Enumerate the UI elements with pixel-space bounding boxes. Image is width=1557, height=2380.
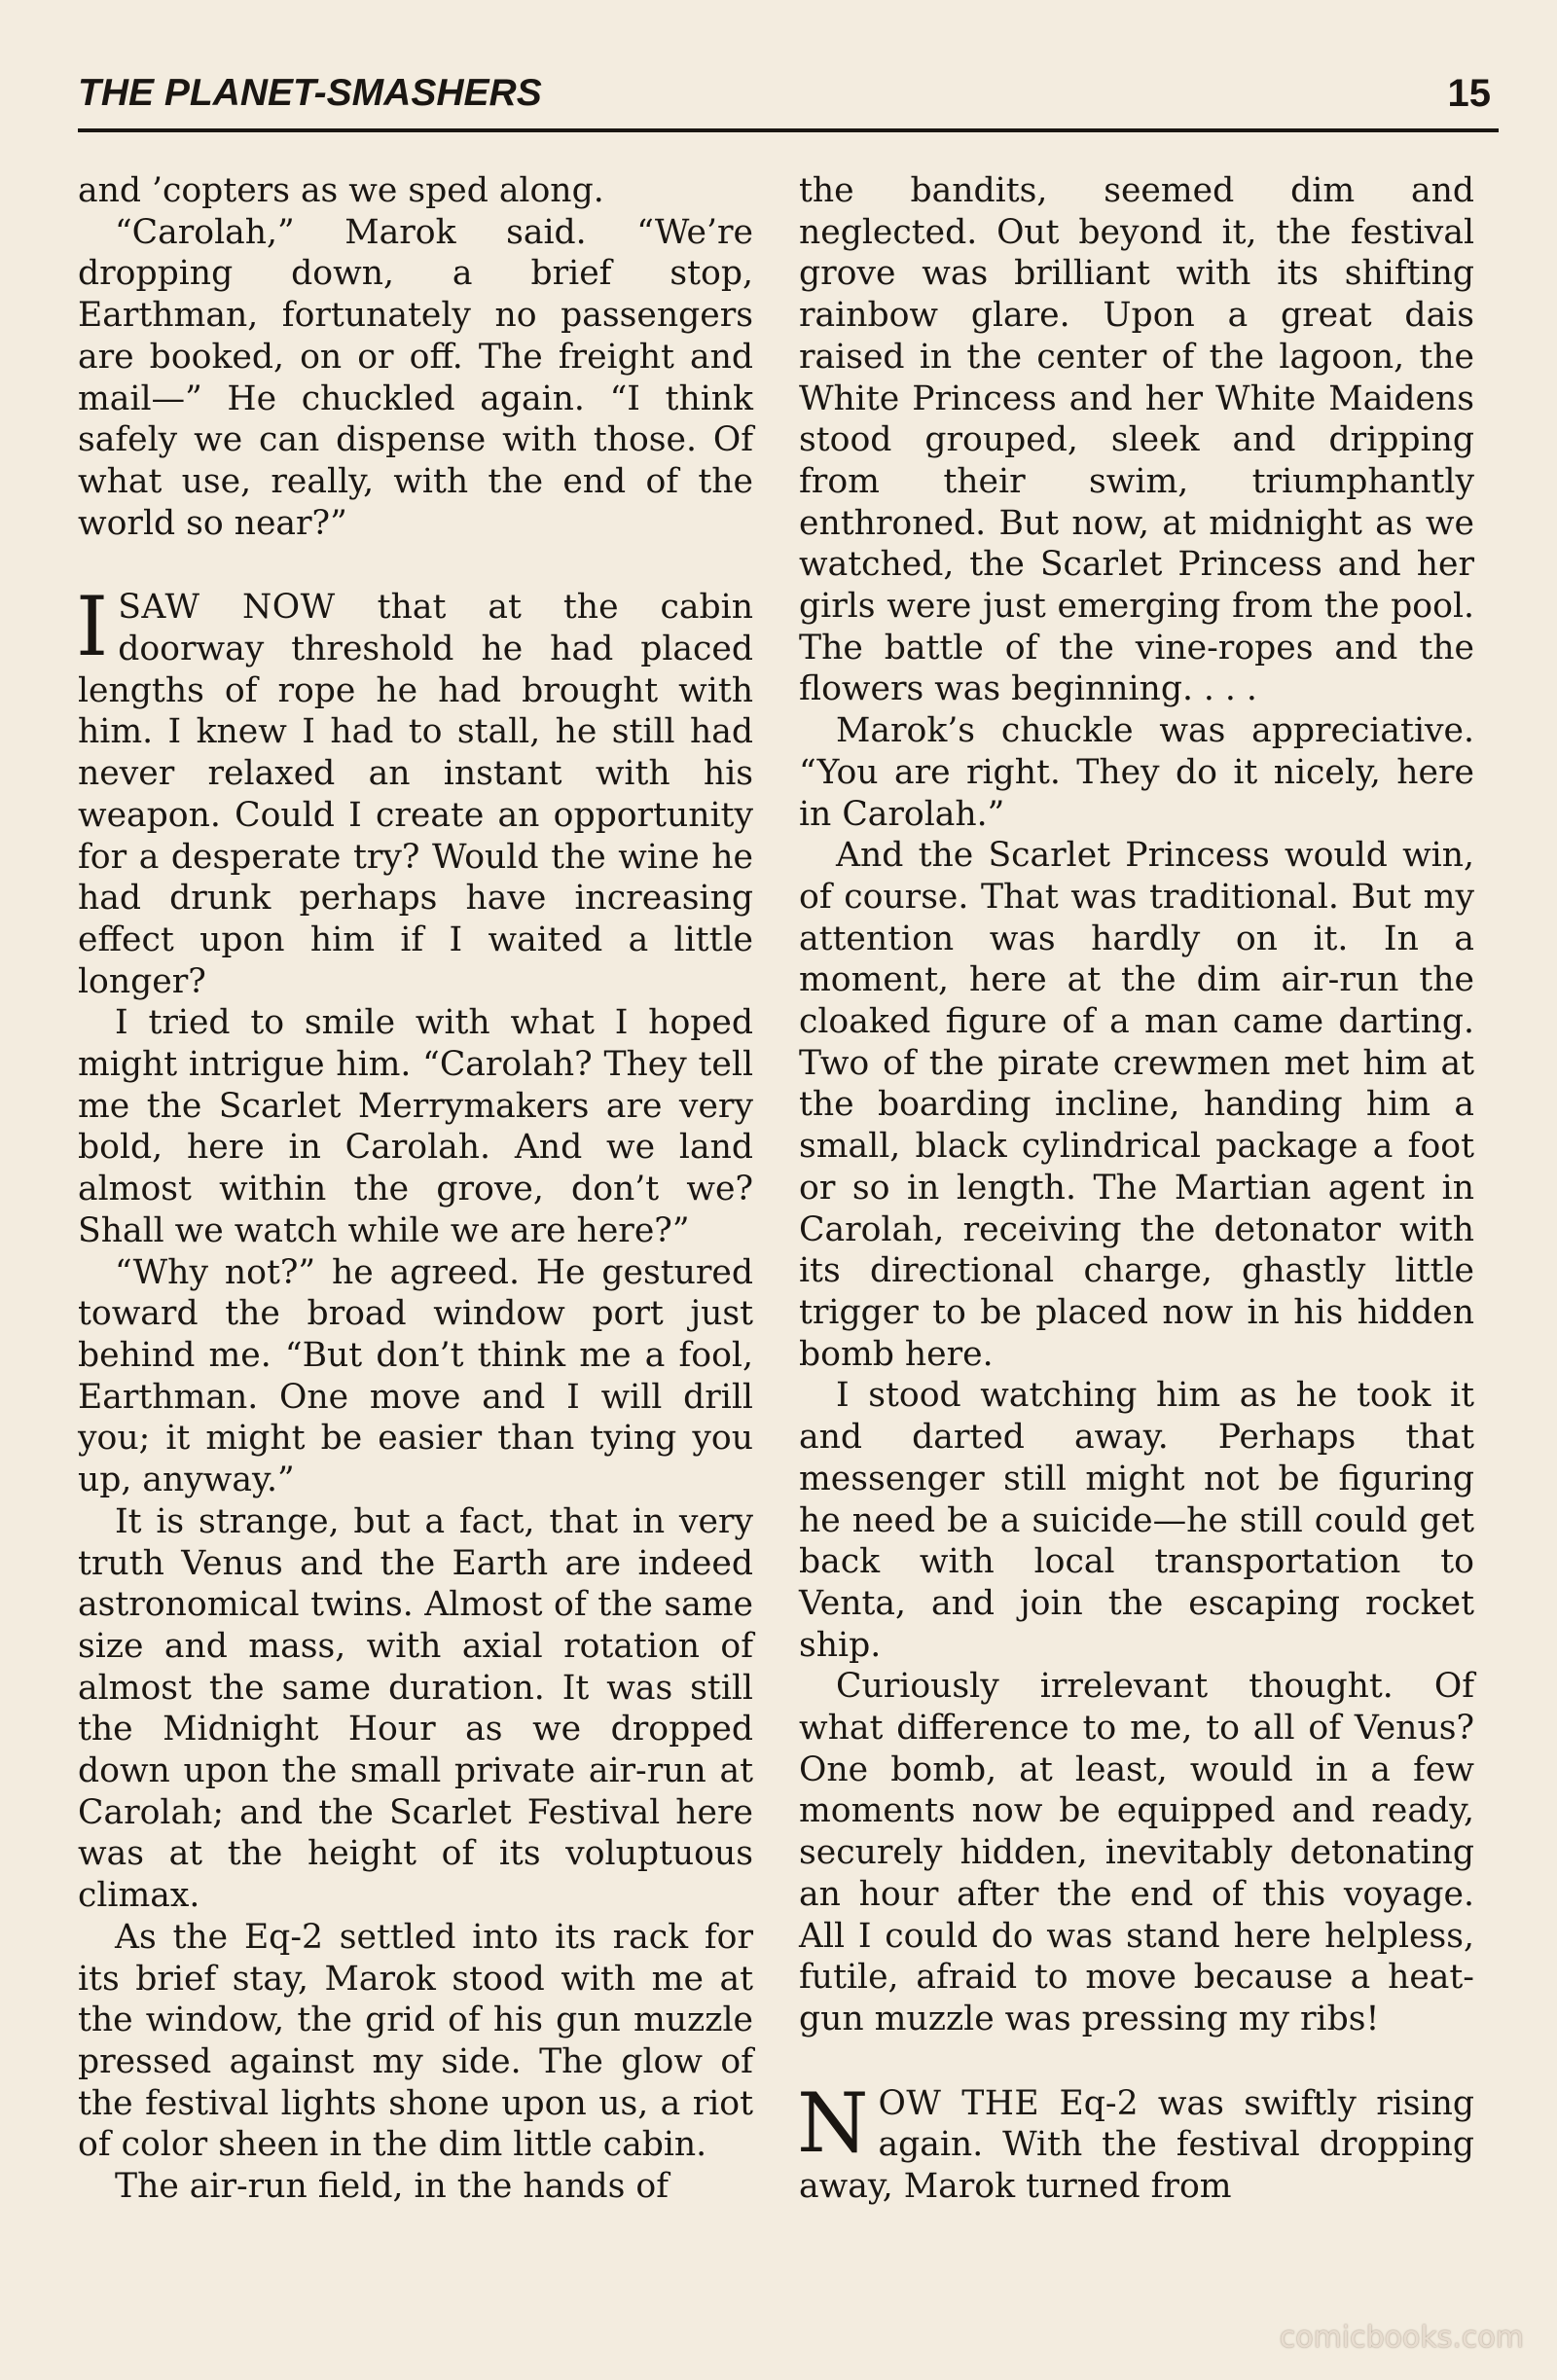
paragraph: the bandits, seemed dim and neglected. Out beyond it, the festival grove was brilliant with its shifting rainbow glare. Upon a great dais raised in the center of the lagoon, the White Princess and her White Maidens stood grouped, sleek and dripping from their swim, triumphantly enthroned. But now, at midnight as we watched, the Scarlet Princess and her girls were just emerging from the pool. The battle of the vine-ropes and the flowers was beginning. . . . [799,171,1474,709]
paragraph: I stood watching him as he took it and darted away. Perhaps that messenger still might not be figuring he need be a suicide—he still could get back with local transportation to Venta, and join the escaping rocket ship. [799,1376,1474,1665]
paragraph-text: Eq-2 was swiftly rising again. With the festival dropping away, Marok turned from [799,2083,1475,2207]
running-title: THE PLANET-SMASHERS [78,72,542,114]
paragraph-text: that at the cabin doorway threshold he had placed lengths of rope he had brought with him. I knew I had to stall, he still had never relaxed an instant with his weapon. Could I create an opportunity for a desperate try? Would the wine he had drunk perhaps have increasing effect upon him if I waited a little longer? [78,588,753,1001]
paragraph: “Why not?” he agreed. He gestured toward the broad window port just behind me. “But don’t think me a fool, Earthman. One move and I will drill you; it might be easier than tying you up, anyway.” [78,1252,753,1500]
left-column [78,170,753,2208]
paragraph: And the Scarlet Princess would win, of course. That was traditional. But my attention was hardly on it. In a moment, here at the dim air-run the cloaked figure of a man came darting. Two of the pirate crewmen met him at the boarding incline, handing him a small, black cylindrical package a foot or so in length. The Martian agent in Carolah, receiving the detonator with its directional charge, ghastly little trigger to be placed now in his hidden bomb here. [799,836,1474,1374]
paragraph: It is strange, but a fact, that in very truth Venus and the Earth are indeed astronomical twins. Almost of the same size and mass, with axial rotation of almost the same duration. It was still the Midnight Hour as we dropped down upon the small private air-run at Carolah; and the Scarlet Festival here was at the height of its voluptuous climax. [78,1501,753,1916]
page-number: 15 [1447,72,1491,115]
paragraph: Marok’s chuckle was appreciative. “You are right. They do it nicely, here in Carolah.” [799,711,1474,834]
paragraph: As the Eq-2 settled into its rack for its brief stay, Marok stood with me at the window, the grid of his gun muzzle pressed against my side. The glow of the festival lights shone upon us, a riot of color sheen in the dim little cabin. [78,1917,753,2165]
page-header [78,70,1499,132]
paragraph: “Carolah,” Marok said. “We’re dropping down, a brief stop, Earthman, fortunately no passengers are booked, on or off. The freight and mail—” He chuckled again. “I think safely we can dispense with those. Of what use, really, with the end of the world so near?” [78,212,753,543]
section-paragraph [76,579,753,1002]
paragraph: I tried to smile with what I hoped might intrigue him. “Carolah? They tell me the Scarlet Merrymakers are very bold, here in Carolah. And we land almost within the grove, don’t we? Shall we watch while we are here?” [78,1003,753,1250]
drop-cap: I [76,579,109,675]
paragraph: The air-run field, in the hands of [115,2167,670,2207]
paragraph: Curiously irrelevant thought. Of what difference to me, to all of Venus? One bomb, at least, would in a few moments now be equipped and ready, securely hidden, inevitably detonating an hour after the end of this voyage. All I could do was stand here helpless, futile, afraid to move because a heat-gun muzzle was pressing my ribs! [799,1667,1474,2038]
lead-in: OW THE [878,2083,1040,2123]
watermark: comicbooks.com [1279,2321,1524,2355]
drop-cap: N [797,2074,869,2171]
right-column [799,170,1474,2208]
lead-in: SAW NOW [118,588,336,628]
section-paragraph [797,2074,1475,2208]
paragraph: and ’copters as we sped along. [78,171,604,210]
